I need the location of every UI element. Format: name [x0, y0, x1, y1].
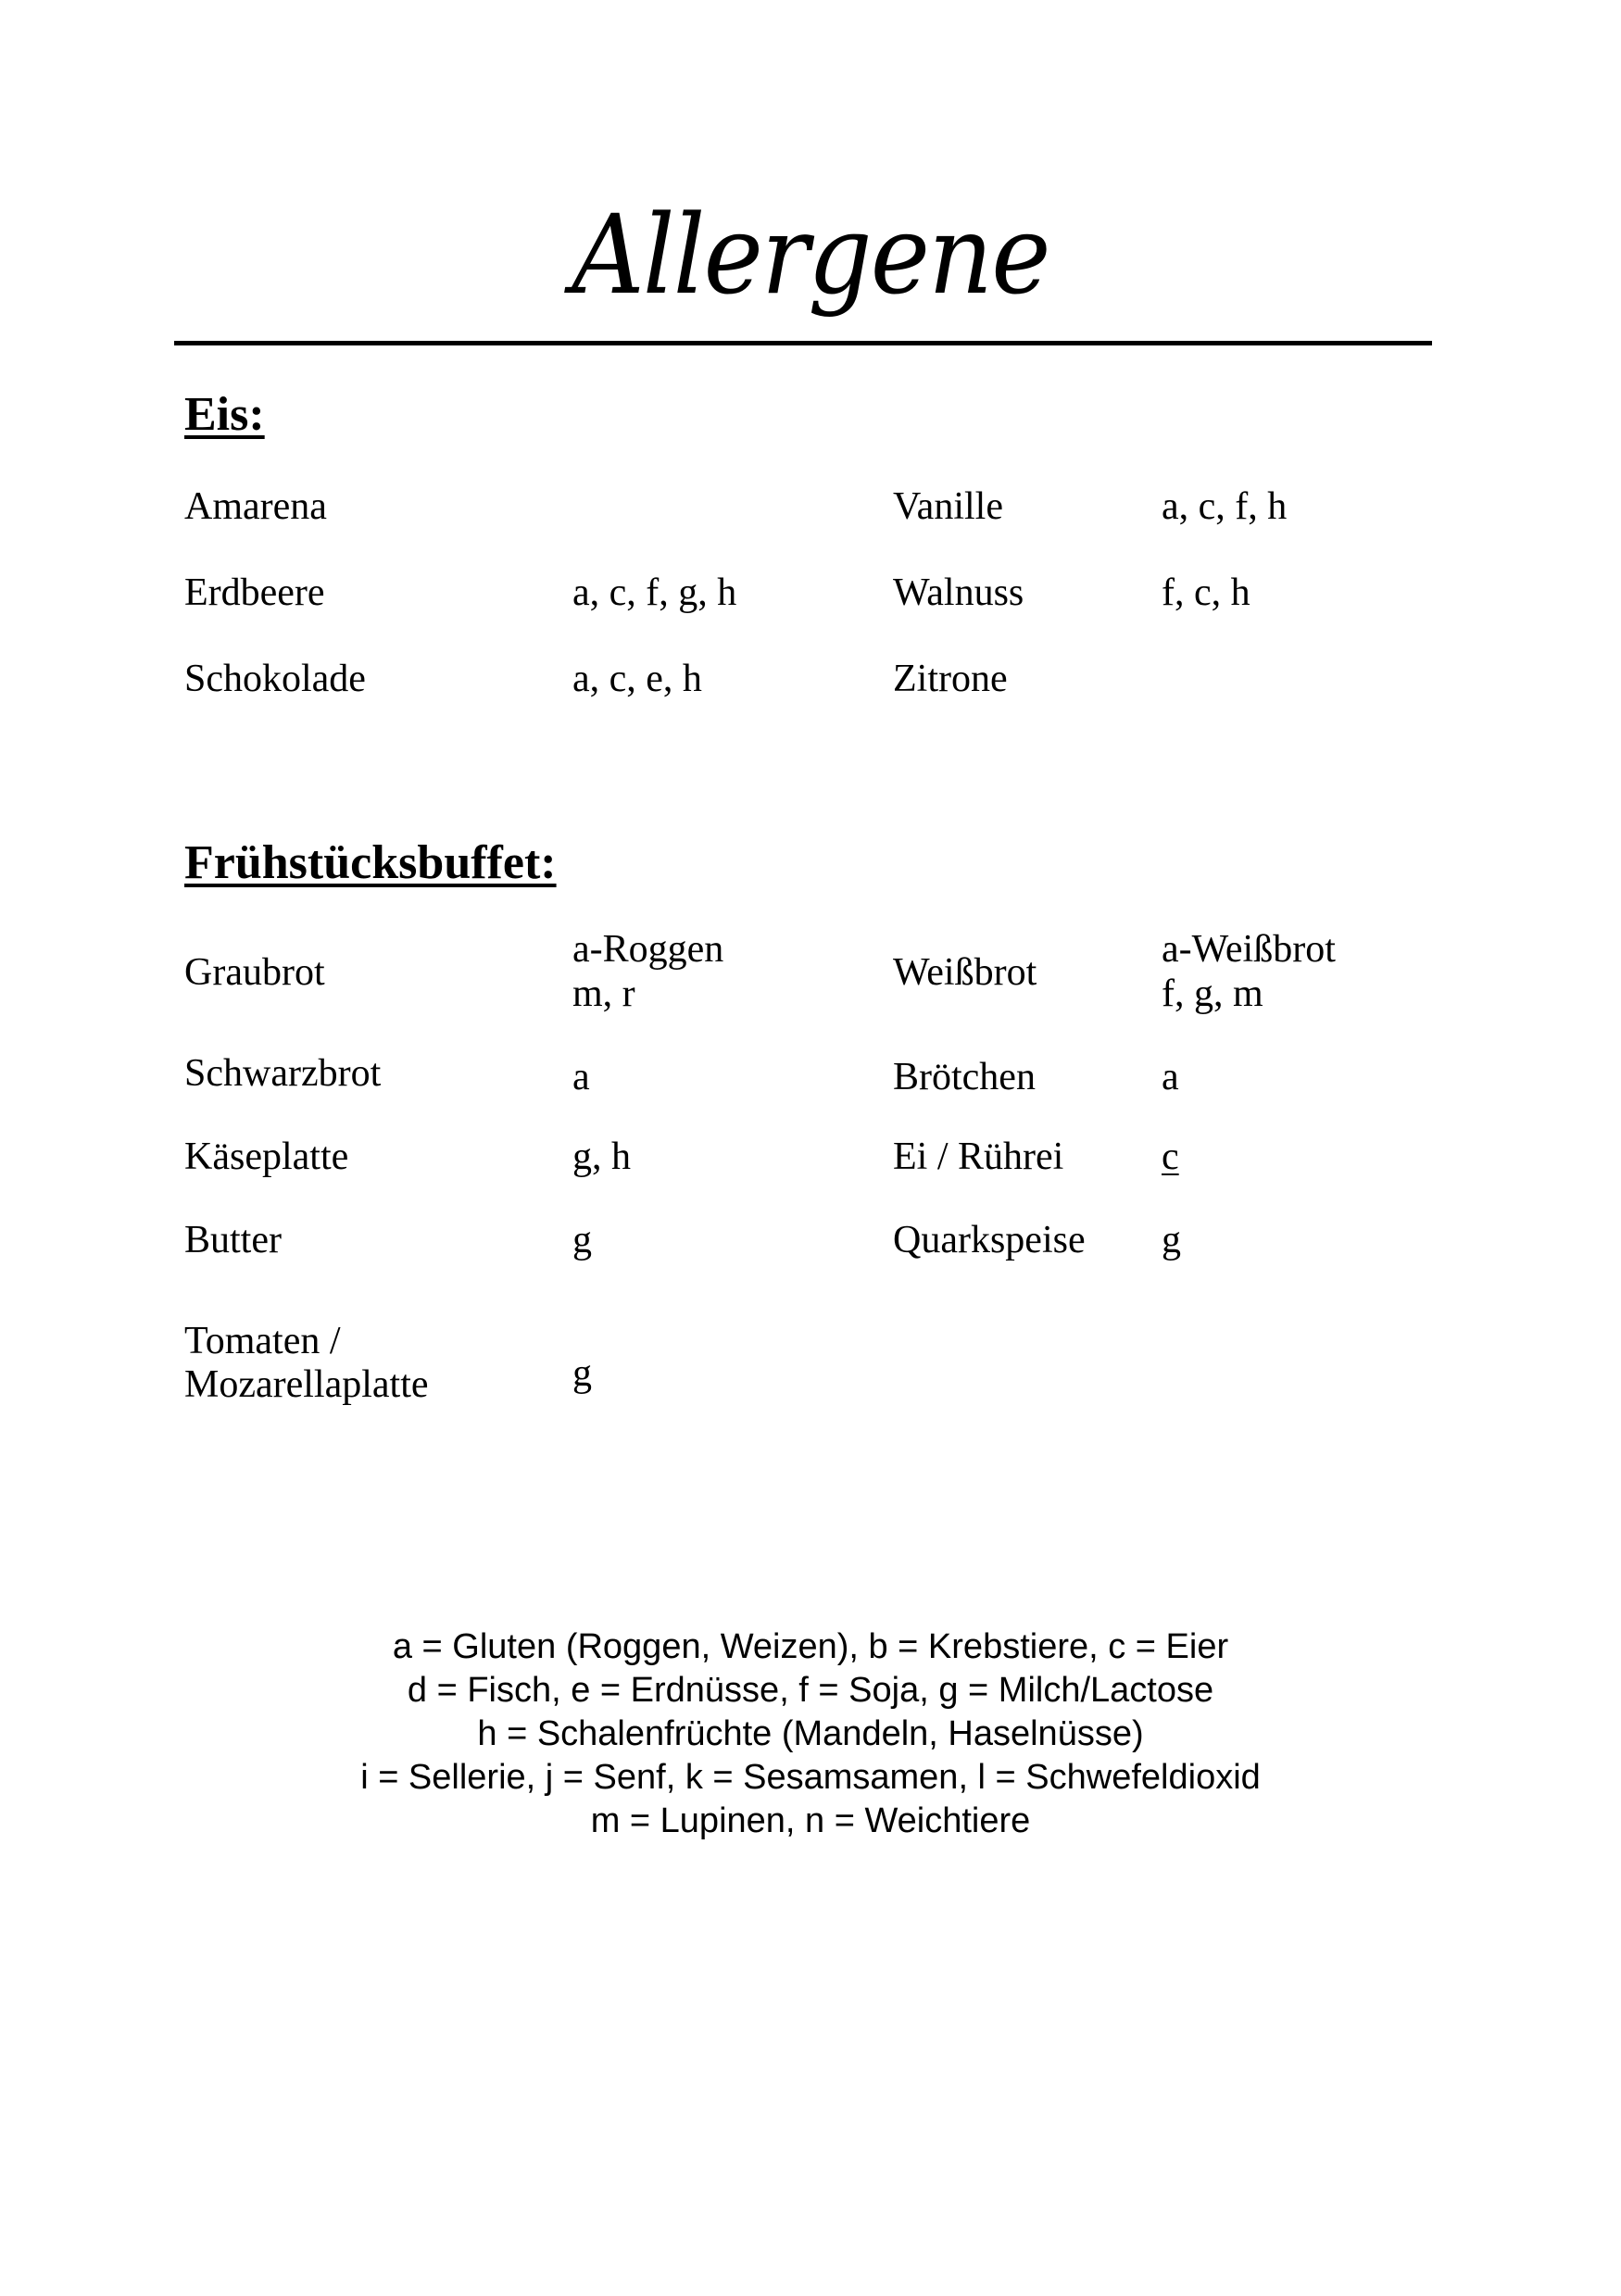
legend-line: m = Lupinen, n = Weichtiere — [590, 1801, 1031, 1840]
item-allergens: g — [1162, 1219, 1181, 1261]
item-allergens-line1: a-Weißbrot — [1162, 928, 1336, 971]
item-name: Schokolade — [184, 658, 366, 700]
item-allergens: c — [1162, 1135, 1179, 1178]
legend-line: i = Sellerie, j = Senf, k = Sesamsamen, l = Schwefeldioxid — [360, 1758, 1261, 1797]
item-allergens: g, h — [572, 1135, 631, 1178]
item-allergens: f, c, h — [1162, 571, 1250, 614]
legend-line: h = Schalenfrüchte (Mandeln, Haselnüsse) — [477, 1714, 1144, 1753]
page-title: Allergene — [572, 191, 1049, 319]
item-name: Erdbeere — [184, 571, 325, 614]
item-allergens: a, c, f, g, h — [572, 571, 737, 614]
item-name-line1: Tomaten / — [184, 1320, 341, 1362]
legend-line: a = Gluten (Roggen, Weizen), b = Krebstiere, c = Eier — [392, 1627, 1229, 1666]
item-allergens-line2: m, r — [572, 972, 635, 1015]
item-allergens: a, c, e, h — [572, 658, 702, 700]
item-name: Ei / Rührei — [893, 1135, 1064, 1178]
item-allergens: a — [572, 1056, 590, 1098]
item-allergens: g — [572, 1219, 592, 1261]
item-allergens-line1: a-Roggen — [572, 928, 724, 971]
item-name: Quarkspeise — [893, 1219, 1086, 1261]
item-allergens: a, c, f, h — [1162, 485, 1288, 528]
item-allergens-line2: f, g, m — [1162, 972, 1263, 1015]
item-name: Schwarzbrot — [184, 1052, 382, 1095]
item-name: Graubrot — [184, 951, 325, 994]
legend-line: d = Fisch, e = Erdnüsse, f = Soja, g = Milch/Lactose — [407, 1671, 1214, 1710]
item-allergens: a — [1162, 1056, 1179, 1098]
item-allergens: g — [572, 1352, 592, 1395]
item-name-line2: Mozarellaplatte — [184, 1363, 429, 1406]
title-divider — [174, 341, 1432, 345]
item-name: Vanille — [893, 485, 1003, 528]
item-name: Zitrone — [893, 658, 1008, 700]
item-name: Walnuss — [893, 571, 1024, 614]
section-heading-fruehstuecksbuffet: Frühstücksbuffet: — [184, 836, 557, 889]
section-heading-eis: Eis: — [184, 388, 265, 441]
item-name: Brötchen — [893, 1056, 1036, 1098]
item-name: Amarena — [184, 485, 327, 528]
item-name: Käseplatte — [184, 1135, 349, 1178]
item-name: Weißbrot — [893, 951, 1037, 994]
item-name: Butter — [184, 1219, 282, 1261]
allergen-legend — [0, 1625, 1621, 1843]
